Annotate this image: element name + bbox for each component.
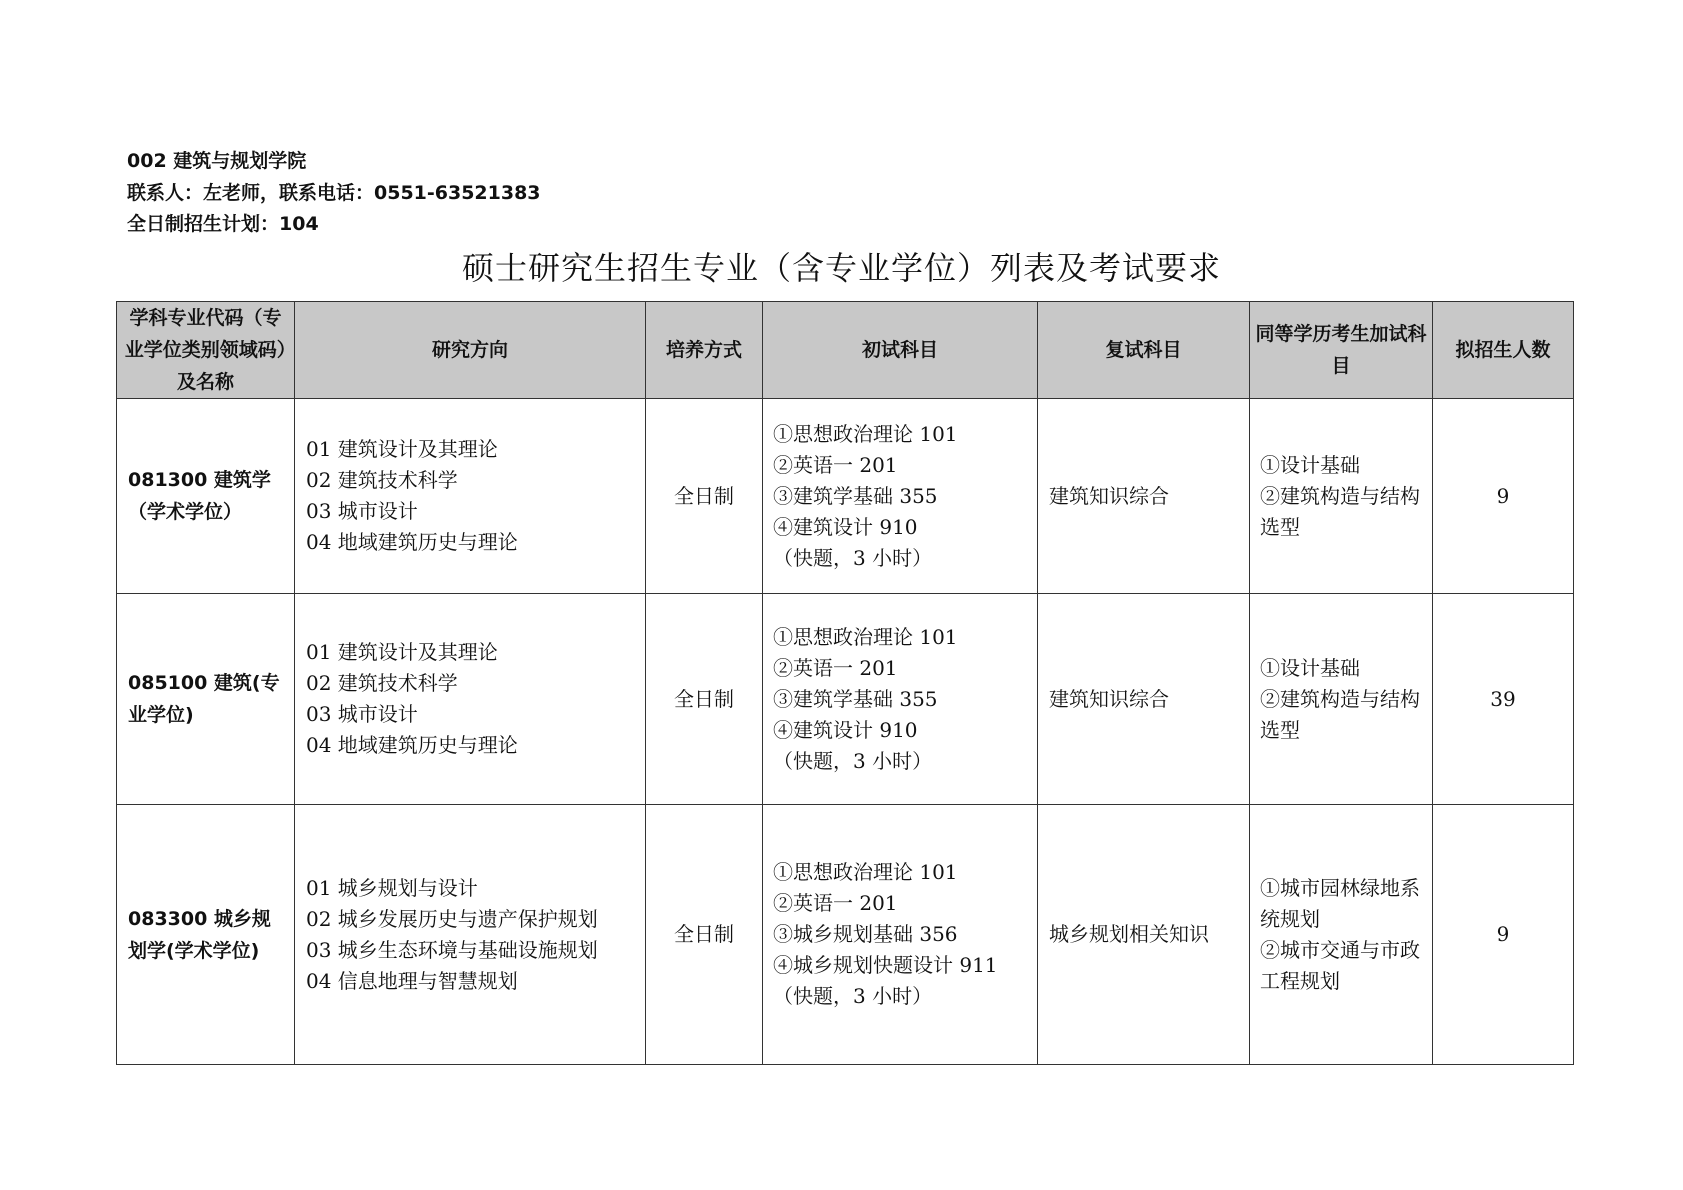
direction-cell — [295, 399, 646, 594]
initial-subject: ③建筑学基础 355 — [773, 483, 938, 508]
direction-item: 03 城市设计 — [306, 702, 418, 726]
initial-subject: ②英语一 201 — [773, 452, 898, 477]
col-header-major: 学科专业代码（专业学位类别领域码）及名称 — [117, 302, 295, 399]
initial-subject: ④建筑设计 910 — [773, 514, 918, 539]
enrollment-plan: 全日制招生计划：104 — [127, 213, 319, 235]
col-header-retest: 复试科目 — [1038, 302, 1250, 399]
page-title: 硕士研究生招生专业（含专业学位）列表及考试要求 — [461, 249, 1221, 287]
table-header-row — [117, 302, 1574, 399]
initial-subject-note: （快题，3 小时） — [773, 748, 933, 773]
header-info — [127, 146, 541, 241]
initial-subjects-cell — [763, 594, 1038, 805]
extra-subject: ①设计基础 — [1260, 452, 1360, 477]
col-header-mode: 培养方式 — [646, 302, 763, 399]
table-row — [117, 399, 1574, 594]
col-header-quota: 拟招生人数 — [1433, 302, 1574, 399]
extra-subjects-cell — [1250, 399, 1433, 594]
table-row — [117, 805, 1574, 1065]
initial-subject: ①思想政治理论 101 — [773, 624, 958, 649]
major-cell: 085100 建筑(专业学位) — [117, 594, 295, 805]
retest-cell: 建筑知识综合 — [1038, 399, 1250, 594]
extra-subject: ②建筑构造与结构选型 — [1260, 686, 1420, 742]
retest-cell: 建筑知识综合 — [1038, 594, 1250, 805]
major-cell: 083300 城乡规划学(学术学位) — [117, 805, 295, 1065]
major-cell: 081300 建筑学（学术学位） — [117, 399, 295, 594]
extra-subject: ①设计基础 — [1260, 655, 1360, 680]
initial-subjects-cell — [763, 399, 1038, 594]
contact-info: 联系人：左老师，联系电话：0551-63521383 — [127, 181, 541, 204]
direction-item: 02 建筑技术科学 — [306, 671, 458, 695]
initial-subject: ②英语一 201 — [773, 891, 898, 915]
table-row — [117, 594, 1574, 805]
direction-item: 03 城市设计 — [306, 499, 418, 523]
initial-subject-note: （快题，3 小时） — [773, 545, 933, 570]
initial-subject: ④城乡规划快题设计 911 — [773, 953, 998, 977]
extra-subjects-cell — [1250, 805, 1433, 1065]
school-name: 002 建筑与规划学院 — [127, 150, 307, 172]
major-table — [116, 301, 1574, 1065]
mode-cell: 全日制 — [646, 594, 763, 805]
initial-subject: ④建筑设计 910 — [773, 717, 918, 742]
extra-subject: ②建筑构造与结构选型 — [1260, 483, 1420, 539]
direction-item: 01 建筑设计及其理论 — [306, 437, 498, 461]
direction-item: 02 城乡发展历史与遗产保护规划 — [306, 906, 598, 931]
initial-subject: ②英语一 201 — [773, 655, 898, 680]
initial-subjects-cell — [763, 805, 1038, 1065]
quota-cell: 9 — [1433, 399, 1574, 594]
extra-subject: ②城市交通与市政工程规划 — [1260, 937, 1420, 993]
direction-cell — [295, 594, 646, 805]
col-header-initial: 初试科目 — [763, 302, 1038, 399]
direction-item: 02 建筑技术科学 — [306, 468, 458, 492]
quota-cell: 9 — [1433, 805, 1574, 1065]
initial-subject: ③建筑学基础 355 — [773, 686, 938, 711]
extra-subjects-cell — [1250, 594, 1433, 805]
direction-item: 01 城乡规划与设计 — [306, 875, 478, 900]
direction-item: 03 城乡生态环境与基础设施规划 — [306, 937, 598, 962]
direction-item: 01 建筑设计及其理论 — [306, 640, 498, 664]
initial-subject: ①思想政治理论 101 — [773, 421, 958, 446]
mode-cell: 全日制 — [646, 399, 763, 594]
initial-subject: ③城乡规划基础 356 — [773, 922, 958, 946]
initial-subject: ①思想政治理论 101 — [773, 860, 958, 884]
col-header-extra: 同等学历考生加试科目 — [1250, 302, 1433, 399]
direction-item: 04 地域建筑历史与理论 — [306, 733, 518, 757]
direction-item: 04 地域建筑历史与理论 — [306, 530, 518, 554]
col-header-direction: 研究方向 — [295, 302, 646, 399]
extra-subject: ①城市园林绿地系统规划 — [1260, 875, 1420, 931]
initial-subject-note: （快题，3 小时） — [773, 984, 933, 1008]
retest-cell: 城乡规划相关知识 — [1038, 805, 1250, 1065]
quota-cell: 39 — [1433, 594, 1574, 805]
direction-cell — [295, 805, 646, 1065]
mode-cell: 全日制 — [646, 805, 763, 1065]
direction-item: 04 信息地理与智慧规划 — [306, 968, 518, 993]
